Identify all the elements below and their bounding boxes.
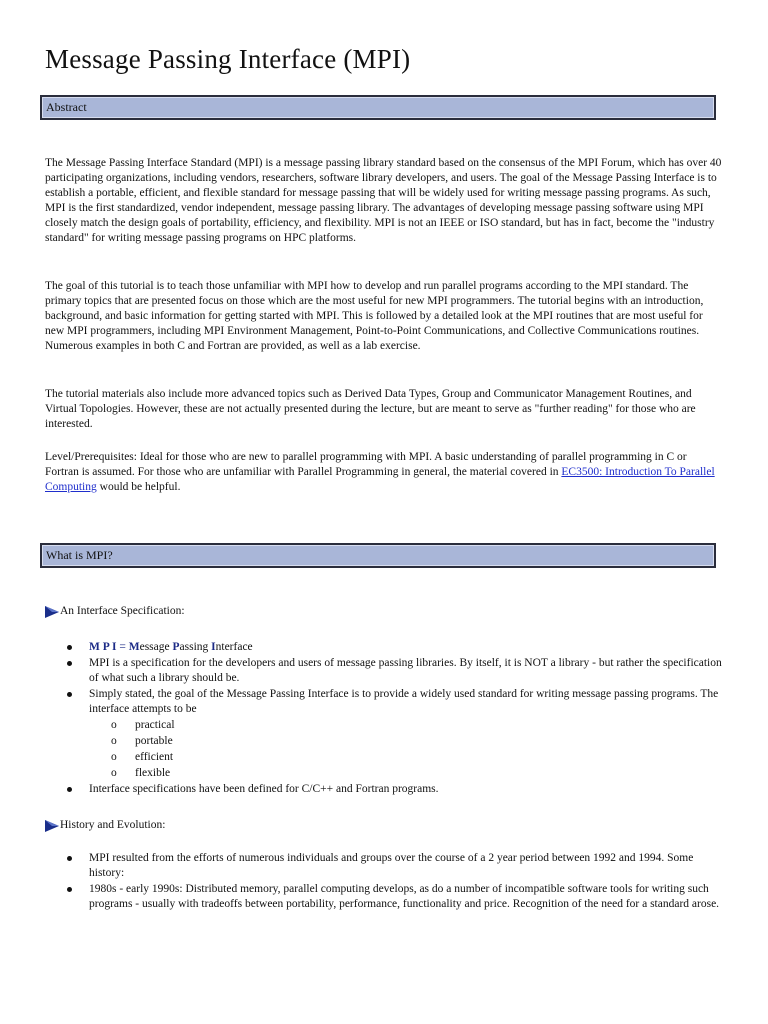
list-item-history-1 xyxy=(45,851,723,881)
mpi-word-interface: nterface xyxy=(215,641,253,653)
sublist-marker: o xyxy=(111,767,117,779)
list-item-langs xyxy=(45,782,723,797)
mpi-letter-i: I xyxy=(211,641,216,653)
prerequisites-paragraph xyxy=(45,450,723,495)
list-item-spec xyxy=(45,656,723,686)
prereq-text: Level/Prerequisites: Ideal for those who are new to parallel programming with MPI. A basic understanding of parallel programming in C or Fortran is assumed. For those who are unfamiliar with Parallel Programming in general, the material covered in xyxy=(45,451,687,478)
abstract-paragraph-1: The Message Passing Interface Standard (MPI) is a message passing library standard based on the consensus of the MPI Forum, which has over 40 participating organizations, including vendors, researchers, software library developers, and users. The goal of the Message Passing Interface is to establish a portable, efficient, and flexible standard for message passing that will be widely used for writing message passing programs. As such, MPI is the first standardized, vendor independent, message passing library. The advantages of developing message passing software using MPI closely match the design goals of portability, efficiency, and flexibility. MPI is not an IEEE or ISO standard, but has in fact, become the "industry standard" for writing message passing programs on HPC platforms. xyxy=(45,157,722,244)
mpi-word-message: essage xyxy=(139,641,173,653)
sublist-marker: o xyxy=(111,719,117,731)
bullet-dot-icon xyxy=(67,661,72,666)
design-goals-sublist xyxy=(89,717,723,781)
ec3500-link[interactable]: EC3500: Introduction To Parallel Computing xyxy=(45,466,715,493)
mpi-letter-p: P xyxy=(172,641,180,653)
list-item-text: MPI resulted from the efforts of numerous individuals and groups over the course of a 2 year period between 1992 and 1994. Some history: xyxy=(89,852,694,879)
sublist-item xyxy=(89,749,723,765)
bullet-dot-icon xyxy=(67,856,72,861)
section-header-what-is-mpi xyxy=(40,543,716,568)
subheading-label: History and Evolution: xyxy=(60,819,166,831)
mpi-letter-m: M xyxy=(128,641,140,653)
sublist-item xyxy=(89,765,723,781)
list-item-text: MPI is a specification for the developers and users of message passing libraries. By itself, it is NOT a library - but rather the specification of what such a library should be. xyxy=(89,657,722,684)
mpi-acronym: M P I xyxy=(89,641,117,653)
page-title: Message Passing Interface (MPI) xyxy=(45,44,411,74)
list-item-text: Interface specifications have been defined for C/C++ and Fortran programs. xyxy=(89,783,439,795)
sublist-item-text: portable xyxy=(135,735,173,747)
mpi-word-passing: assing xyxy=(179,641,212,653)
subheading-history xyxy=(45,818,165,833)
bullet-dot-icon xyxy=(67,645,72,650)
triangle-right-icon xyxy=(45,605,59,619)
section-header-label: What is MPI? xyxy=(46,548,113,562)
list-item-goal xyxy=(45,687,723,781)
history-list xyxy=(45,851,723,913)
list-item-history-2 xyxy=(45,882,723,912)
bullet-dot-icon xyxy=(67,787,72,792)
bullet-dot-icon xyxy=(67,692,72,697)
triangle-right-icon xyxy=(45,819,59,833)
sublist-marker: o xyxy=(111,751,117,763)
sublist-marker: o xyxy=(111,735,117,747)
subheading-interface-spec xyxy=(45,604,185,619)
bullet-dot-icon xyxy=(67,887,72,892)
abstract-paragraph-3: The tutorial materials also include more advanced topics such as Derived Data Types, Group and Communicator Management Routines, and Virtual Topologies. However, these are not actually presented during the lecture, but are meant to serve as "further reading" for those who are interested. xyxy=(45,388,696,430)
section-header-label: Abstract xyxy=(46,100,87,114)
sublist-item-text: practical xyxy=(135,719,175,731)
section-header-abstract xyxy=(40,95,716,120)
sublist-item-text: efficient xyxy=(135,751,174,763)
list-item-text: Simply stated, the goal of the Message Passing Interface is to provide a widely used standard for writing message passing programs. The interface attempts to be xyxy=(89,688,719,715)
mpi-equals: = xyxy=(116,641,129,653)
interface-spec-list xyxy=(45,640,723,798)
sublist-item xyxy=(89,733,723,749)
list-item-mpi-acronym xyxy=(45,640,723,655)
list-item-text: 1980s - early 1990s: Distributed memory, parallel computing develops, as do a number of incompatible software tools for writing such programs - usually with tradeoffs between portability, performance, functionality and price. Recognition of the need for a standard arose. xyxy=(89,883,720,910)
subheading-label: An Interface Specification: xyxy=(60,605,185,617)
prereq-tail: would be helpful. xyxy=(96,481,181,493)
sublist-item-text: flexible xyxy=(135,767,171,779)
abstract-paragraph-2: The goal of this tutorial is to teach those unfamiliar with MPI how to develop and run parallel programs according to the MPI standard. The primary topics that are presented focus on those which are the most useful for new MPI programmers. The tutorial begins with an introduction, background, and basic information for getting started with MPI. This is followed by a detailed look at the MPI routines that are most useful for new MPI programmers, including MPI Environment Management, Point-to-Point Communications, and Collective Communications routines. Numerous examples in both C and Fortran are provided, as well as a lab exercise. xyxy=(45,280,704,352)
sublist-item xyxy=(89,717,723,733)
